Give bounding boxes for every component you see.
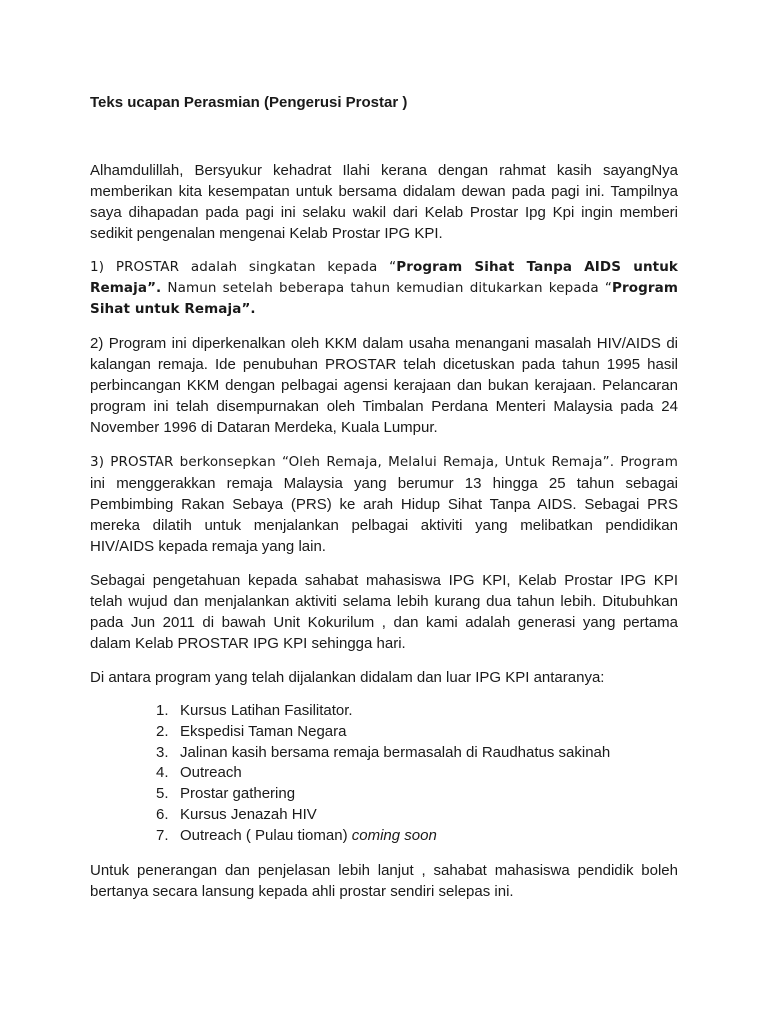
document-page [90,92,678,915]
list-item [156,722,678,743]
paragraph-closing: Untuk penerangan dan penjelasan lebih lanjut , sahabat mahasiswa pendidik boleh bertanya secara lansung kepada ahli prostar sendiri selepas ini. [90,861,678,900]
list-item [156,701,678,722]
list-item [156,784,678,805]
list-item-text: Ekspedisi Taman Negara [180,722,347,740]
paragraph-concept [90,451,678,557]
program-list [90,701,678,847]
list-item-number: 4. [156,764,169,782]
list-item [156,826,678,847]
paragraph-club-info: Sebagai pengetahuan kepada sahabat mahasiswa IPG KPI, Kelab Prostar IPG KPI telah wujud dan menjalankan aktiviti selama lebih kurang dua tahun lebih. Ditubuhkan pada Jun 2011 di bawah Unit Kokurilum , dan kami adalah generasi yang pertama dalam Kelab PROSTAR IPG KPI sehingga hari. [90,572,678,652]
paragraph-history: 2) Program ini diperkenalkan oleh KKM dalam usaha menangani masalah HIV/AIDS di kalangan remaja. Ide penubuhan PROSTAR telah dicetuskan pada tahun 1995 hasil perbincangan KKM dengan pelbagai agensi kerajaan dan bukan kerajaan. Pelancaran program ini telah disempurnakan oleh Timbalan Perdana Menteri Malaysia pada 24 November 1996 di Dataran Merdeka, Kuala Lumpur. [90,335,678,436]
definition-change: Namun setelah beberapa tahun kemudian ditukarkan kepada “ [161,280,612,296]
definition-old-name: Program Sihat Tanpa AIDS untuk Remaja”. [90,259,678,296]
list-item-text: Outreach [180,764,242,782]
list-item [156,743,678,764]
paragraph-prostar-definition [90,257,678,320]
document-title: Teks ucapan Perasmian (Pengerusi Prostar ) [90,94,408,111]
definition-new-name: Program Sihat untuk Remaja”. [90,280,678,317]
paragraph-program-intro: Di antara program yang telah dijalankan didalam dan luar IPG KPI antaranya: [90,669,605,686]
list-item-text: Outreach ( Pulau tioman) [180,826,352,844]
list-item [156,805,678,826]
definition-lead: 1) PROSTAR adalah singkatan kepada “ [90,259,397,275]
paragraph-intro: Alhamdulillah, Bersyukur kehadrat Ilahi kerana dengan rahmat kasih sayangNya memberikan kita kesempatan untuk bersama didalam dewan pada pagi ini. Tampilnya saya dihapadan pada pagi ini selaku wakil dari Kelab Prostar Ipg Kpi ingin memberi sedikit pengenalan mengenai Kelab Prostar IPG KPI. [90,162,678,242]
list-item-text: Kursus Jenazah HIV [180,805,317,823]
concept-body: ini menggerakkan remaja Malaysia yang berumur 13 hingga 25 tahun sebagai Pembimbing Rakan Sebaya (PRS) ke arah Hidup Sihat Tanpa AIDS. Sebagai PRS mereka dilatih untuk menjalankan pelbagai aktiviti yang melibatkan pendidikan HIV/AIDS kepada remaja yang lain. [90,475,678,555]
list-item [156,763,678,784]
list-item-number: 6. [156,805,169,823]
concept-lead: 3) PROSTAR berkonsepkan “Oleh Remaja, Melalui Remaja, Untuk Remaja”. Program [90,454,678,470]
list-item-text: Prostar gathering [180,785,296,803]
list-item-number: 3. [156,743,169,761]
list-item-number: 5. [156,785,169,803]
list-item-number: 1. [156,702,169,719]
list-item-text: Jalinan kasih bersama remaja bermasalah di Raudhatus sakinah [180,743,611,761]
list-item-text: Kursus Latihan Fasilitator. [180,702,353,719]
list-item-note: coming soon [351,826,437,844]
list-item-number: 2. [156,722,169,740]
list-item-number: 7. [156,826,169,844]
